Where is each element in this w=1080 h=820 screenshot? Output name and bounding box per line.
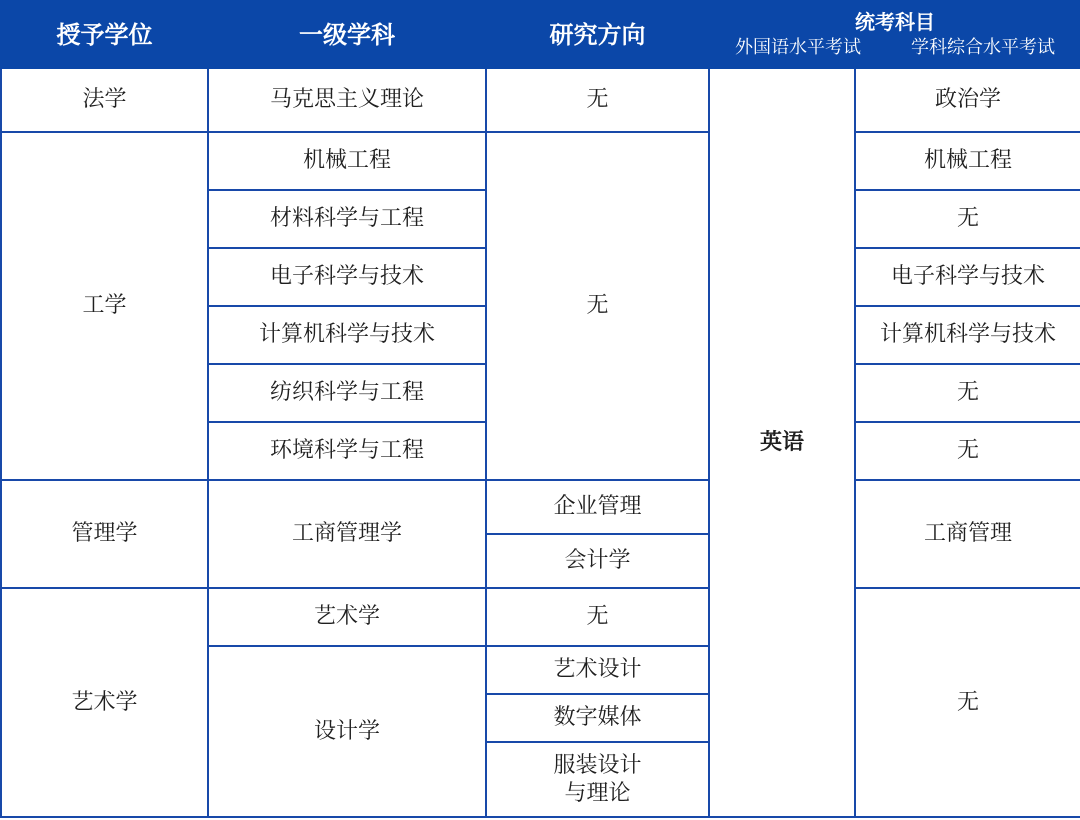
header-exam: 统考科目 [855, 9, 935, 34]
subject-exam-cell: 无 [855, 588, 1080, 817]
discipline-cell: 马克思主义理论 [208, 68, 486, 132]
subject-exam-cell: 政治学 [855, 68, 1080, 132]
direction-cell: 数字媒体 [486, 694, 709, 742]
foreign-language-cell: 英语 [709, 68, 855, 817]
header-degree: 授予学位 [1, 1, 208, 68]
direction-cell: 无 [486, 588, 709, 646]
discipline-cell: 材料科学与工程 [208, 190, 486, 248]
direction-line: 服装设计 [553, 753, 642, 778]
discipline-cell: 环境科学与工程 [208, 422, 486, 480]
table-row [1, 68, 1080, 132]
subject-exam-cell: 机械工程 [855, 132, 1080, 190]
degree-cell: 艺术学 [1, 588, 208, 817]
header-exam-subject: 学科综合水平考试 [911, 36, 1055, 58]
header-row [1, 1, 1080, 68]
direction-cell: 无 [486, 132, 709, 480]
direction-cell: 无 [486, 68, 709, 132]
header-direction: 研究方向 [486, 1, 709, 68]
subject-exam-cell: 无 [855, 422, 1080, 480]
discipline-cell: 机械工程 [208, 132, 486, 190]
discipline-cell: 计算机科学与技术 [208, 306, 486, 364]
discipline-cell: 工商管理学 [208, 480, 486, 588]
table-row [1, 588, 1080, 646]
direction-line: 与理论 [564, 780, 631, 806]
degree-cell: 工学 [1, 132, 208, 480]
header-discipline: 一级学科 [208, 1, 486, 68]
direction-cell: 艺术设计 [486, 646, 709, 694]
discipline-cell: 艺术学 [208, 588, 486, 646]
subject-exam-cell: 无 [855, 364, 1080, 422]
discipline-cell: 设计学 [208, 646, 486, 817]
discipline-cell: 电子科学与技术 [208, 248, 486, 306]
degree-cell: 管理学 [1, 480, 208, 588]
table-row [1, 132, 1080, 190]
subject-exam-cell: 计算机科学与技术 [855, 306, 1080, 364]
discipline-cell: 纺织科学与工程 [208, 364, 486, 422]
degree-cell: 法学 [1, 68, 208, 132]
direction-cell [486, 742, 709, 817]
header-exam-foreign: 外国语水平考试 [735, 36, 861, 58]
subject-exam-cell: 工商管理 [855, 480, 1080, 588]
subject-exam-cell: 电子科学与技术 [855, 248, 1080, 306]
table-row [1, 480, 1080, 534]
subject-exam-cell: 无 [855, 190, 1080, 248]
direction-cell: 企业管理 [486, 480, 709, 534]
header-exam-group [709, 1, 1080, 68]
direction-cell: 会计学 [486, 534, 709, 588]
